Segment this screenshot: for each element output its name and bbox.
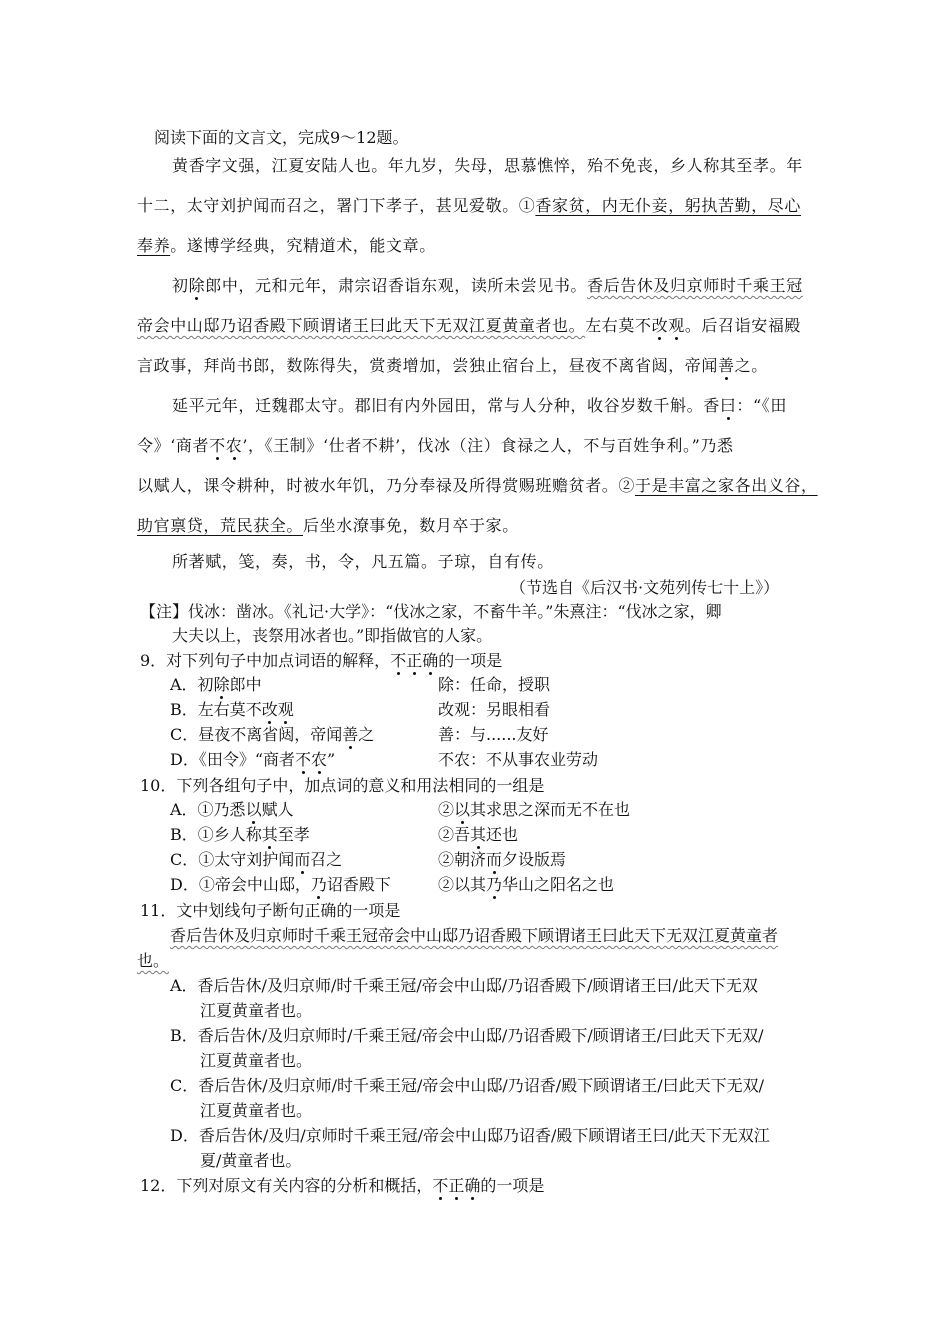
q11-option-b-cont: 江夏黄童者也。: [200, 1051, 313, 1070]
wavy-sentence: 香后告休及归京师时千乘王冠: [587, 276, 803, 295]
q11-option-d-cont: 夏/黄童者也。: [200, 1151, 302, 1170]
q9-option-c[interactable]: C．昼夜不离省闼，帝闻善之: [170, 725, 375, 744]
dotted-word: 不: [209, 436, 226, 455]
p2-line1: 初除郎中，元和元年，肃宗诏香诣东观，读所未尝见书。香后告休及归京师时千乘王冠: [172, 276, 803, 295]
p3-line1: 延平元年，迁魏郡太守。郡旧有内外园田，常与人分种，收谷岁数千斛。香曰：“《田: [172, 396, 788, 415]
p3-line4: 助官禀贷，荒民获全。后坐水潦事免，数月卒于家。: [137, 516, 519, 535]
underlined-sentence-1-end: 奉养: [137, 236, 171, 255]
q9-option-d[interactable]: D．《田令》“商者不农”: [170, 750, 336, 769]
q10-option-c-2: ②朝济而夕设版焉: [438, 850, 567, 869]
q10-option-b-2: ②吾其还也: [438, 825, 519, 844]
q9-option-b[interactable]: B．左右莫不改观: [170, 700, 294, 719]
passage-intro: 阅读下面的文言文，完成9～12题。: [154, 128, 409, 147]
p2-line3: 言政事，拜尚书郎，数陈得失，赏赉增加，尝独止宿台上，昼夜不离省闼，帝闻善之。: [137, 356, 768, 375]
q11-option-a[interactable]: A．香后告休/及归京师/时千乘王冠/帝会中山邸/乃诏香殿下/顾谓诸王曰/此天下无双: [170, 976, 758, 995]
p2-line2: 帝会中山邸乃诏香殿下顾谓诸王曰此天下无双江夏黄童者也。左右莫不改观。后召诣安福殿: [137, 316, 802, 335]
wavy-sentence-cont: 帝会中山邸乃诏香殿下顾谓诸王曰此天下无双江夏黄童者也。: [137, 316, 586, 335]
p3-line3: 以赋人，课令耕种，时被水年饥，乃分奉禄及所得赏赐班赡贫者。②于是丰富之家各出义谷，: [137, 476, 818, 495]
q10-option-d[interactable]: D．①帝会中山邸，乃诏香殿下: [170, 875, 391, 894]
q11-sentence-line2: 也。: [137, 951, 170, 970]
source-citation: （节选自《后汉书·文苑列传七十上》）: [510, 578, 780, 597]
q11-option-d[interactable]: D．香后告休/及归/京师时千乘王冠/帝会中山邸乃诏香/殿下顾谓诸王曰/此天下无双江: [170, 1126, 770, 1145]
dotted-word: 善: [718, 356, 735, 375]
q9-option-a-gloss: 除：任命，授职: [438, 675, 551, 694]
underlined-sentence-1: 香家贫，内无仆妾，躬执苦勤，尽心: [535, 196, 802, 215]
q10-stem: 10．下列各组句子中，加点词的意义和用法相同的一组是: [140, 776, 545, 795]
q9-stem: 9．对下列句子中加点词语的解释，不正确的一项是: [140, 651, 503, 670]
q10-option-a[interactable]: A．①乃悉以赋人: [170, 800, 294, 819]
q10-option-d-2: ②以其乃华山之阳名之也: [438, 875, 615, 894]
q11-option-a-cont: 江夏黄童者也。: [200, 1001, 313, 1020]
q9-option-c-gloss: 善：与......友好: [438, 725, 549, 744]
q11-stem: 11．文中划线句子断句正确的一项是: [140, 901, 401, 920]
underlined-sentence-2-end: 助官禀贷，荒民获全。: [137, 516, 304, 535]
q11-option-b[interactable]: B．香后告休/及归京师时/千乘王冠/帝会中山邸/乃诏香殿下/顾谓诸王/曰此天下无双/: [170, 1026, 764, 1045]
p1-line2: 十二，太守刘护闻而召之，署门下孝子，甚见爱敬。①香家贫，内无仆妾，躬执苦勤，尽心: [137, 196, 802, 215]
q9-option-d-gloss: 不农：不从事农业劳动: [438, 750, 599, 769]
note-line1: 【注】伐冰：凿冰。《礼记·大学》：“伐冰之家，不畜牛羊。”朱熹注：“伐冰之家，卿: [140, 602, 722, 621]
dotted-word: 农: [225, 436, 243, 455]
q11-sentence-line1: 香后告休及归京师时千乘王冠帝会中山邸乃诏香殿下顾谓诸王曰此天下无双江夏黄童者: [170, 926, 779, 945]
q9-option-a[interactable]: A．初除郎中: [170, 675, 262, 694]
note-line2: 大夫以上，丧祭用冰者也。”即指做官的人家。: [172, 626, 493, 645]
underlined-sentence-2: 于是丰富之家各出义谷，: [635, 476, 818, 495]
dotted-word: 改: [651, 316, 669, 335]
q12-stem: 12．下列对原文有关内容的分析和概括，不正确的一项是: [140, 1176, 545, 1195]
p1-line1: 黄香字文强，江夏安陆人也。年九岁，失母，思慕憔悴，殆不免丧，乡人称其至孝。年: [172, 156, 803, 175]
q10-option-a-2: ②以其求思之深而无不在也: [438, 800, 631, 819]
q11-option-c[interactable]: C．香后告休/及归京师/时千乘王冠/帝会中山邸/乃诏香/殿下顾谓诸王/曰此天下无双/: [170, 1076, 764, 1095]
q10-option-c[interactable]: C．①太守刘护闻而召之: [170, 850, 343, 869]
q10-option-b[interactable]: B．①乡人称其至孝: [170, 825, 310, 844]
p1-line3: 奉养。遂博学经典，究精道术，能文章。: [137, 236, 436, 255]
dotted-word: 观: [668, 316, 685, 335]
p3-line2: 令》‘商者不农’，《王制》‘仕者不耕’，伐冰（注）食禄之人，不与百姓争利。”乃悉: [137, 436, 734, 455]
dotted-word: 除: [188, 276, 206, 295]
q9-option-b-gloss: 改观：另眼相看: [438, 700, 551, 719]
q11-option-c-cont: 江夏黄童者也。: [200, 1101, 313, 1120]
p4-line: 所著赋，笺，奏，书，令，凡五篇。子琼，自有传。: [172, 552, 554, 571]
dotted-word: 曰: [719, 396, 737, 415]
